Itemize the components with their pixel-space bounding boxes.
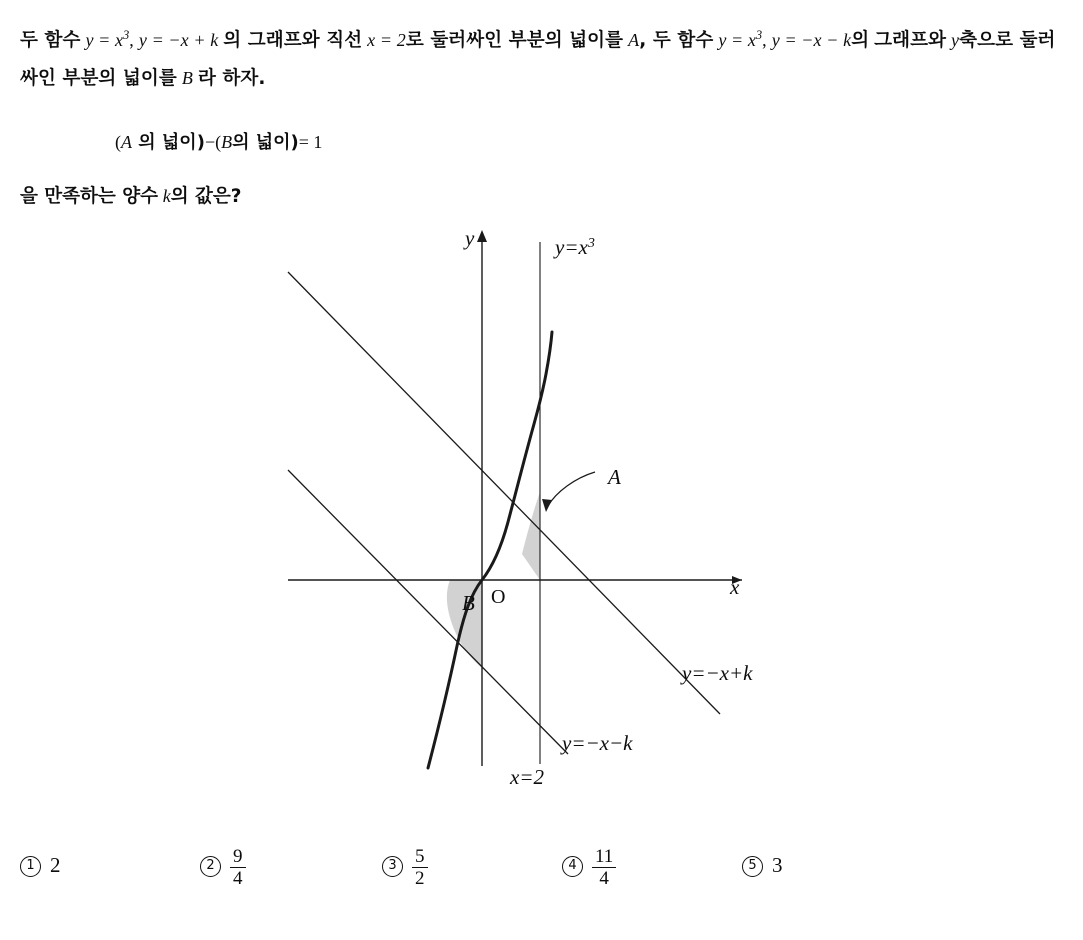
comma-1: , (129, 30, 134, 50)
stem-text-2: 의 그래프와 직선 (223, 30, 363, 51)
label-region-a: A (608, 465, 621, 489)
choice-4[interactable] (562, 846, 616, 896)
exponent-2: 3 (755, 28, 763, 42)
question-text-1: 을 만족하는 양수 (20, 186, 158, 207)
comma-2: , (762, 30, 767, 50)
question-text-2: 의 값은? (170, 186, 242, 207)
problem-statement (20, 22, 1065, 98)
line-y-minus-x-minus-k (288, 470, 568, 754)
paren-open: ( (115, 132, 121, 152)
function-4: y = −x − k (771, 30, 852, 50)
stem-text-6: 그래프와 (874, 30, 947, 51)
choice-3-denominator: 2 (412, 867, 428, 889)
label-axis-x: x (730, 575, 740, 599)
label-cubic: $y=x^3$ (555, 235, 595, 259)
label-line-plus-k: y=−x+k (682, 661, 753, 685)
area-b-symbol: B (181, 68, 193, 89)
condition-equation (115, 128, 322, 154)
choice-number-1: 1 (20, 856, 41, 877)
k-symbol: k (162, 186, 171, 206)
stem-text-1: 두 함수 (20, 30, 81, 51)
choice-number-5: 5 (742, 856, 763, 877)
label-vertical-line: x=2 (510, 765, 544, 789)
y-axis-symbol: y (951, 30, 960, 50)
answer-choices (20, 846, 1065, 914)
choice-4-numerator: 11 (595, 846, 614, 867)
stem-text-3: 로 둘러싸인 부분의 넓이를 (405, 30, 624, 51)
choice-value-3 (412, 846, 428, 890)
choice-value-1: 2 (50, 853, 61, 877)
choice-3-numerator: 5 (415, 846, 425, 867)
choice-4-denominator: 4 (592, 867, 616, 889)
stem-text-8: 라 하자. (197, 68, 266, 90)
choice-1[interactable] (20, 852, 61, 878)
cond-minus: −( (204, 132, 222, 152)
label-region-b: B (462, 591, 475, 615)
graph-figure (250, 222, 830, 802)
choice-number-2: 2 (200, 856, 221, 877)
function-1: $y = x^3$ (85, 28, 130, 50)
question-line (20, 182, 242, 208)
stem-text-5: 의 (851, 30, 870, 51)
choice-2-denominator: 4 (230, 867, 246, 889)
choice-3[interactable] (382, 846, 428, 896)
choice-value-2 (230, 846, 246, 890)
choice-value-4 (592, 846, 616, 890)
cond-text-1: 의 넓이) (132, 132, 205, 153)
area-a-symbol: A (628, 30, 640, 50)
choice-number-3: 3 (382, 856, 403, 877)
region-a-shade (522, 492, 540, 580)
line-y-minus-x-plus-k (288, 272, 720, 714)
cond-equals: = 1 (298, 132, 323, 152)
cond-text-2: 의 넓이) (232, 132, 299, 153)
exponent-1: 3 (123, 28, 130, 42)
vertical-line-eq: x = 2 (367, 30, 406, 50)
label-line-minus-k: y=−x−k (562, 731, 633, 755)
choice-2-numerator: 9 (233, 846, 243, 867)
stem-text-4: , 두 함수 (639, 30, 714, 51)
label-origin: O (491, 586, 506, 608)
label-axis-y: y (465, 226, 475, 250)
choice-5[interactable] (742, 852, 783, 878)
stem-text-7: 축으로 둘러싸인 부분의 넓이를 (20, 30, 1056, 90)
cond-area-b: B (221, 132, 233, 152)
annotation-arrow-a (548, 472, 595, 506)
annotation-arrowhead-a (542, 499, 552, 512)
function-3: $y = x^3$ (718, 28, 763, 50)
choice-number-4: 4 (562, 856, 583, 877)
function-2: y = −x + k (138, 30, 219, 50)
cond-area-a: A (121, 132, 132, 152)
choice-value-5: 3 (772, 853, 783, 877)
y-axis-arrow (477, 230, 487, 242)
choice-2[interactable] (200, 846, 246, 896)
